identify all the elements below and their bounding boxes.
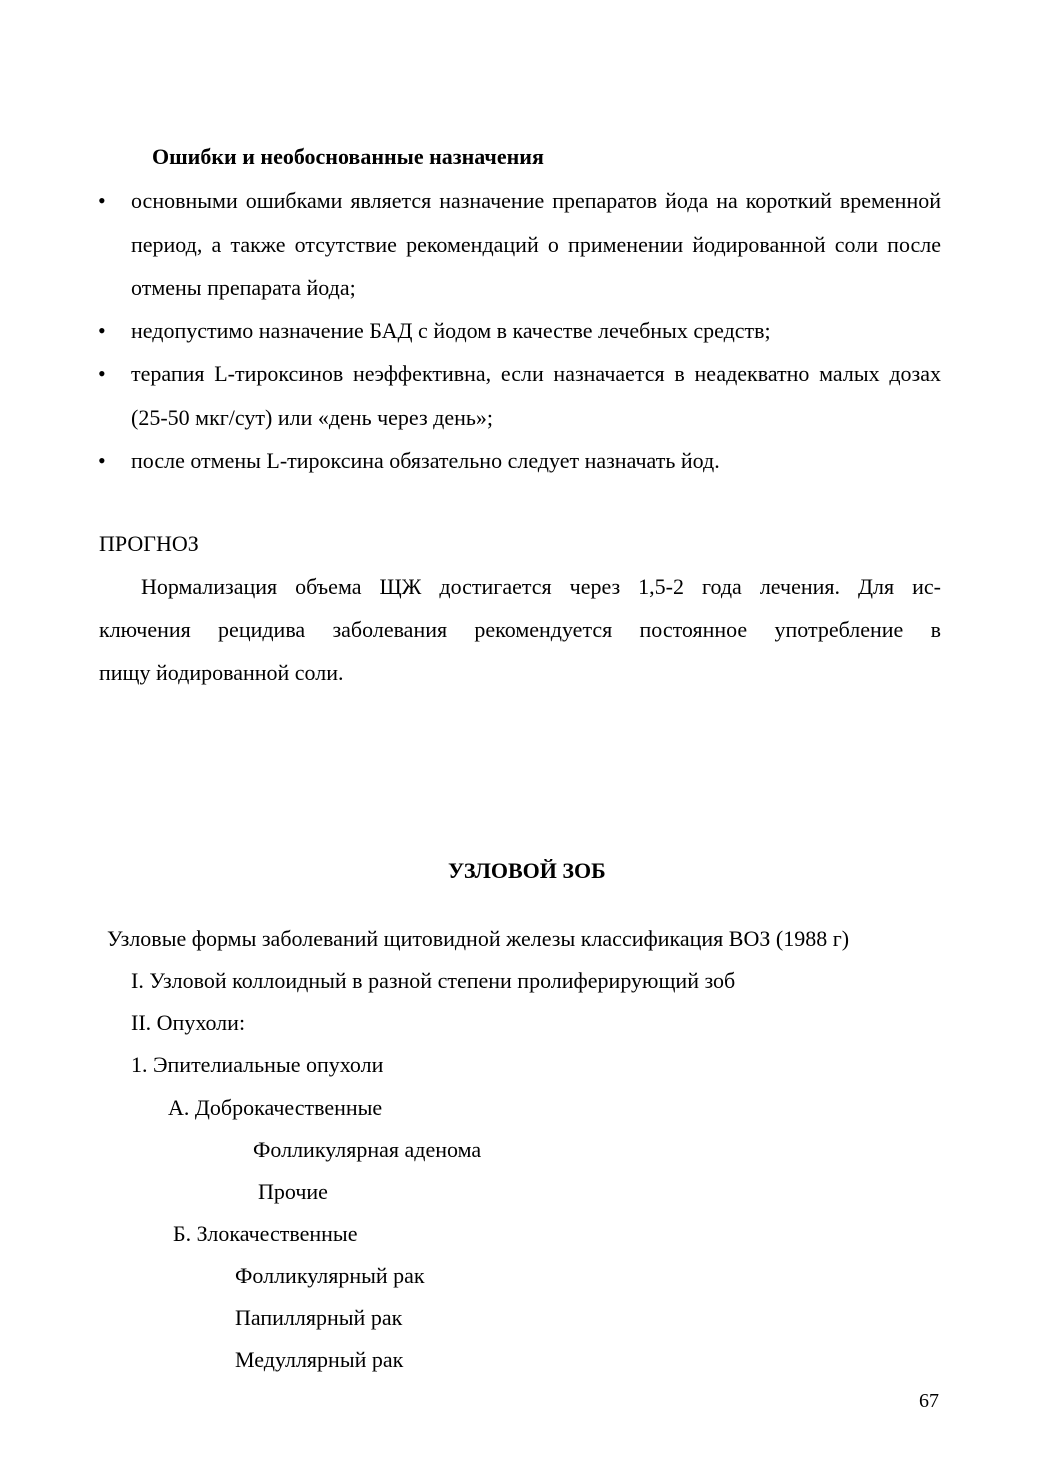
prognosis-line-2: ключения рецидива заболевания рекомендуется постоянное употребление в [99,617,941,642]
nodular-intro: Узловые формы заболеваний щитовидной железы классификация ВОЗ (1988 г) [107,926,850,951]
bullet-marker: • [98,361,106,386]
prognosis-line-3: пищу йодированной соли. [99,660,344,685]
prognosis-heading: ПРОГНОЗ [99,531,199,556]
errors-item-1: основными ошибками является назначение препаратов йода на короткий временной период, а также отсутствие рекомендаций о применении йодированной соли после отмены препарата йода; [131,188,941,300]
classification-item: Фолликулярная аденома [253,1137,482,1162]
page-number: 67 [919,1390,939,1412]
classification-item: Фолликулярный рак [235,1263,425,1288]
classification-item: I. Узловой коллоидный в разной степени пролиферирующий зоб [131,968,736,993]
errors-heading: Ошибки и необоснованные назначения [152,144,544,169]
errors-item-2: недопустимо назначение БАД с йодом в качестве лечебных средств; [131,318,771,343]
errors-item-3: терапия L-тироксинов неэффективна, если назначается в неадекватно малых дозах (25-50 мкг/сут) или «день через день»; [131,361,941,430]
classification-item: Б. Злокачественные [173,1221,358,1246]
nodular-title: УЗЛОВОЙ ЗОБ [448,858,606,883]
bullet-marker: • [98,188,106,213]
classification-item: Медуллярный рак [235,1347,404,1372]
classification-item: Папиллярный рак [235,1305,403,1330]
prognosis-line-1: Нормализация объема ЩЖ достигается через 1,5-2 года лечения. Для ис- [141,574,941,599]
classification-item: А. Доброкачественные [168,1095,383,1120]
bullet-marker: • [98,318,106,343]
classification-item: 1. Эпителиальные опухоли [131,1052,384,1077]
errors-item-4: после отмены L-тироксина обязательно следует назначать йод. [131,448,720,473]
classification-item: II. Опухоли: [131,1010,246,1035]
bullet-marker: • [98,448,106,473]
classification-item: Прочие [258,1179,328,1204]
